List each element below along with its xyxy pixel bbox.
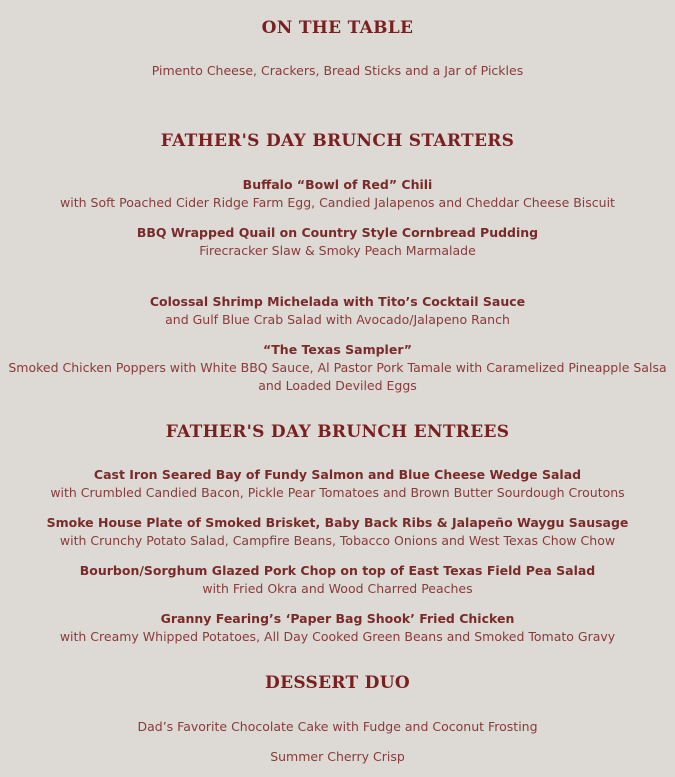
menu-item-title: Smoke House Plate of Smoked Brisket, Baby Back Ribs & Jalapeño Waygu Sausage bbox=[46, 515, 629, 530]
menu-item-title: Buffalo “Bowl of Red” Chili bbox=[242, 177, 433, 192]
menu-item-title: Granny Fearing’s ‘Paper Bag Shook’ Fried Chicken bbox=[160, 611, 515, 626]
section-heading-on-the-table: ON THE TABLE bbox=[261, 18, 414, 38]
menu-item-description: Firecracker Slaw & Smoky Peach Marmalade bbox=[199, 243, 476, 258]
menu-item-title: BBQ Wrapped Quail on Country Style Cornbread Pudding bbox=[136, 225, 539, 240]
menu-item-description: with Creamy Whipped Potatoes, All Day Cooked Green Beans and Smoked Tomato Gravy bbox=[59, 629, 616, 644]
section-heading-starters: FATHER'S DAY BRUNCH STARTERS bbox=[160, 131, 515, 151]
menu-item-description: Smoked Chicken Poppers with White BBQ Sauce, Al Pastor Pork Tamale with Caramelized Pineapple Salsa and Loaded Deviled Eggs bbox=[8, 360, 667, 393]
menu-item-title: Cast Iron Seared Bay of Fundy Salmon and Blue Cheese Wedge Salad bbox=[93, 467, 582, 482]
menu-item-description: with Fried Okra and Wood Charred Peaches bbox=[202, 581, 473, 596]
section-heading-entrees: FATHER'S DAY BRUNCH ENTREES bbox=[165, 422, 510, 442]
menu-item-description: and Gulf Blue Crab Salad with Avocado/Jalapeno Ranch bbox=[165, 312, 510, 327]
menu-item-title: “The Texas Sampler” bbox=[263, 342, 412, 357]
menu-item-title: Colossal Shrimp Michelada with Tito’s Cocktail Sauce bbox=[149, 294, 526, 309]
menu-item-description: with Crumbled Candied Bacon, Pickle Pear Tomatoes and Brown Butter Sourdough Croutons bbox=[50, 485, 625, 500]
menu-item-description: Pimento Cheese, Crackers, Bread Sticks and a Jar of Pickles bbox=[151, 63, 524, 78]
menu-item-description: with Soft Poached Cider Ridge Farm Egg, Candied Jalapenos and Cheddar Cheese Biscuit bbox=[60, 195, 615, 210]
menu-item-title: Bourbon/Sorghum Glazed Pork Chop on top of East Texas Field Pea Salad bbox=[79, 563, 596, 578]
menu-item-description: with Crunchy Potato Salad, Campfire Beans, Tobacco Onions and West Texas Chow Chow bbox=[59, 533, 616, 548]
menu-item-description: Dad’s Favorite Chocolate Cake with Fudge and Coconut Frosting bbox=[137, 719, 538, 734]
section-heading-dessert: DESSERT DUO bbox=[265, 673, 410, 693]
menu-item-description: Summer Cherry Crisp bbox=[270, 749, 405, 764]
